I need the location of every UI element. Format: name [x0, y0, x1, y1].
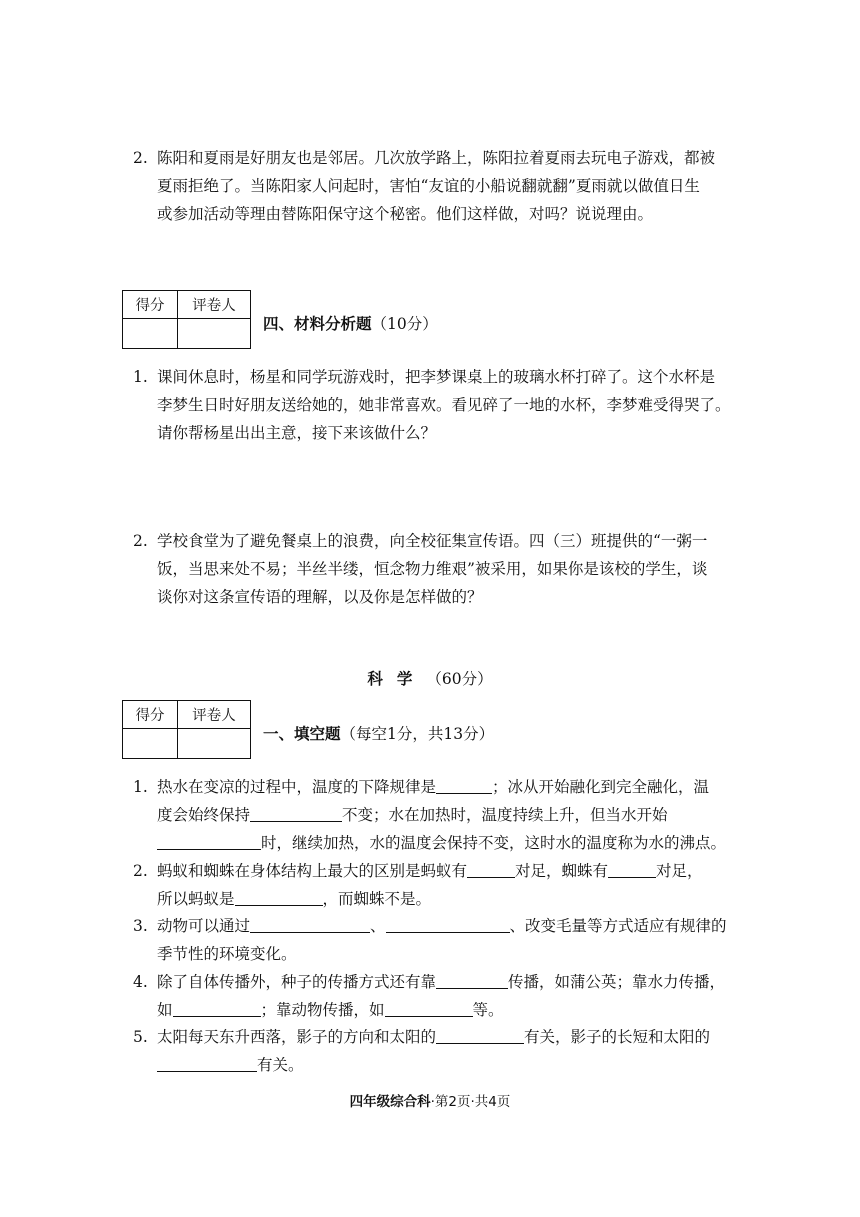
question-text-line: 课间休息时，杨星和同学玩游戏时，把李梦课桌上的玻璃水杯打碎了。这个水杯是	[157, 368, 716, 386]
fill-question-2	[133, 857, 738, 913]
question-number: 2.	[133, 149, 148, 167]
question-number: 5.	[133, 1028, 148, 1046]
question-text: 传播，如蒲公英；靠水力传播，	[508, 973, 726, 991]
answer-blank[interactable]	[250, 805, 342, 822]
answer-blank[interactable]	[436, 1027, 524, 1044]
question-text-line: 李梦生日时好朋友送给她的，她非常喜欢。看见碎了一地的水杯，李梦难受得哭了。	[157, 396, 731, 414]
answer-blank[interactable]	[157, 1055, 257, 1072]
score-label: 得分	[123, 701, 178, 729]
question-number: 1.	[133, 368, 148, 386]
answer-blank[interactable]	[157, 833, 261, 850]
question-text: 如	[157, 1001, 173, 1019]
question-text: 热水在变凉的过程中，温度的下降规律是	[157, 778, 437, 796]
section-heading	[263, 722, 494, 744]
section-heading	[263, 312, 438, 334]
answer-blank[interactable]	[173, 1000, 261, 1017]
question-text-line: 饭，当思来处不易；半丝半缕，恒念物力维艰”被采用，如果你是该校的学生，谈	[157, 560, 708, 578]
answer-blank[interactable]	[386, 916, 510, 933]
question-text: 等。	[472, 1001, 504, 1019]
question-text: 所以蚂蚁是	[157, 890, 235, 908]
question-text-line: 学校食堂为了避免餐桌上的浪费，向全校征集宣传语。四（三）班提供的“一粥一	[157, 532, 708, 550]
question-text: 、改变毛量等方式适应有规律的	[509, 917, 727, 935]
page-footer	[0, 1090, 860, 1110]
question-text: 太阳每天东升西落，影子的方向和太阳的	[157, 1028, 437, 1046]
question-text: 除了自体传播外，种子的传播方式还有靠	[157, 973, 437, 991]
grader-cell[interactable]	[178, 319, 251, 349]
question-text-line: 陈阳和夏雨是好朋友也是邻居。几次放学路上，陈阳拉着夏雨去玩电子游戏，都被	[157, 149, 716, 167]
fill-question-3	[133, 912, 738, 968]
question-text: 、	[370, 917, 386, 935]
footer-title: 四年级综合科	[349, 1094, 431, 1110]
subject-heading	[0, 667, 860, 689]
section-points: （10分）	[371, 315, 438, 333]
question-text: 蚂蚁和蜘蛛在身体结构上最大的区别是蚂蚁有	[157, 862, 468, 880]
section-title: 一、填空题	[263, 725, 341, 743]
section-points: （每空1分，共13分）	[340, 725, 495, 743]
footer-page: ·第2页·共4页	[430, 1094, 511, 1110]
question-number: 2.	[133, 532, 148, 550]
answer-blank[interactable]	[235, 889, 323, 906]
grader-label: 评卷人	[178, 291, 251, 319]
question-text: 有关，影子的长短和太阳的	[524, 1028, 711, 1046]
question-text: 不变；水在加热时，温度持续上升，但当水开始	[342, 806, 668, 824]
score-box	[122, 700, 251, 759]
fill-question-1	[133, 773, 738, 857]
question-text: 季节性的环境变化。	[157, 945, 297, 963]
question-text: 对足，蜘蛛有	[515, 862, 609, 880]
answer-blank[interactable]	[250, 916, 370, 933]
score-cell[interactable]	[123, 319, 178, 349]
question-1-material	[133, 363, 738, 447]
answer-blank[interactable]	[436, 972, 508, 989]
question-text-line: 谈你对这条宣传语的理解，以及你是怎样做的？	[157, 588, 483, 606]
question-text: ，而蜘蛛不是。	[322, 890, 432, 908]
grader-cell[interactable]	[178, 729, 251, 759]
question-text: 有关。	[257, 1056, 304, 1074]
fill-question-4	[133, 968, 738, 1024]
answer-blank[interactable]	[608, 861, 656, 878]
question-2-moral	[133, 144, 738, 228]
question-text: 时，继续加热，水的温度会保持不变，这时水的温度称为水的沸点。	[261, 834, 727, 852]
subject-name: 科学	[367, 670, 427, 688]
question-number: 3.	[133, 917, 148, 935]
answer-blank[interactable]	[467, 861, 515, 878]
question-text-line: 或参加活动等理由替陈阳保守这个秘密。他们这样做，对吗？说说理由。	[157, 205, 654, 223]
question-number: 1.	[133, 778, 148, 796]
question-number: 4.	[133, 973, 148, 991]
score-label: 得分	[123, 291, 178, 319]
answer-blank[interactable]	[385, 1000, 473, 1017]
question-2-material	[133, 527, 738, 611]
question-text: ；冰从开始融化到完全融化，温	[492, 778, 710, 796]
section-title: 四、材料分析题	[263, 315, 372, 333]
grader-label: 评卷人	[178, 701, 251, 729]
question-text: 动物可以通过	[157, 917, 251, 935]
question-text: ；靠动物传播，如	[260, 1001, 385, 1019]
score-box	[122, 290, 251, 349]
question-text: 度会始终保持	[157, 806, 251, 824]
score-cell[interactable]	[123, 729, 178, 759]
question-text-line: 夏雨拒绝了。当陈阳家人问起时，害怕“友谊的小船说翻就翻”夏雨就以做值日生	[157, 177, 700, 195]
question-text-line: 请你帮杨星出出主意，接下来该做什么？	[157, 424, 437, 442]
fill-question-5	[133, 1023, 738, 1079]
answer-blank[interactable]	[436, 777, 492, 794]
subject-points: （60分）	[426, 670, 493, 688]
question-text: 对足，	[656, 862, 703, 880]
question-number: 2.	[133, 862, 148, 880]
